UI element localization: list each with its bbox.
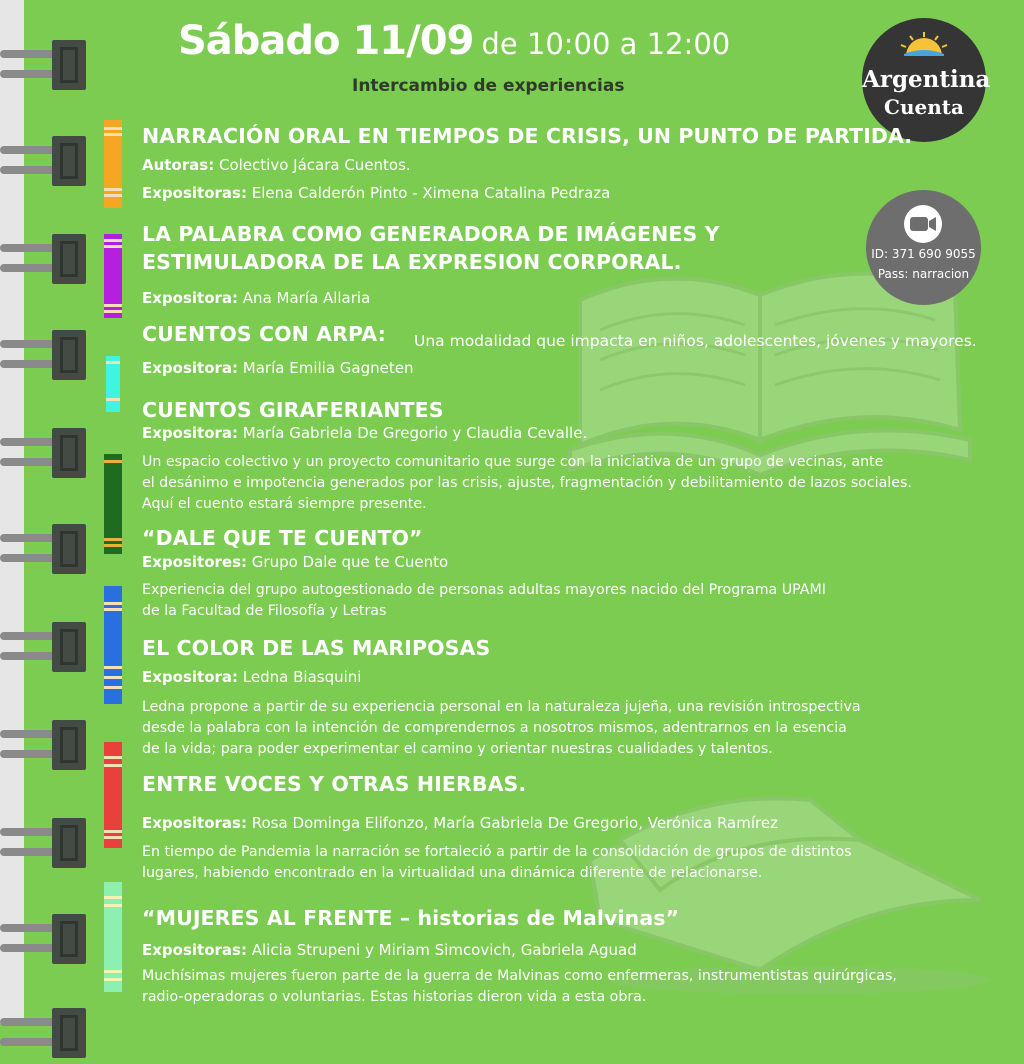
session-description-line: de la Facultad de Filosofía y Letras	[142, 603, 387, 619]
spiral-ring	[0, 234, 88, 290]
session-description-line: lugares, habiendo encontrado en la virtualidad una dinámica diferente de relacionarse.	[142, 865, 763, 881]
session-speakers: Expositoras: Elena Calderón Pinto - Ximena Catalina Pedraza	[142, 184, 611, 202]
session-description-line: el desánimo e impotencia generados por las crisis, ajuste, fragmentación y debilitamiento de lazos sociales.	[142, 475, 912, 491]
session-description-line: Muchísimas mujeres fueron parte de la guerra de Malvinas como enfermeras, instrumentistas quirúrgicas,	[142, 968, 897, 984]
spiral-ring	[0, 1008, 88, 1064]
logo-text-line2: Cuenta	[884, 95, 964, 119]
session-description-line: radio-operadoras o voluntarias. Estas historias dieron vida a esta obra.	[142, 989, 647, 1005]
session-speakers: Expositoras: Rosa Dominga Elifonzo, María Gabriela De Gregorio, Verónica Ramírez	[142, 814, 778, 832]
session-speakers: Expositora: María Gabriela De Gregorio y Claudia Cevalle.	[142, 424, 588, 442]
session-description: Una modalidad que impacta en niños, adolescentes, jóvenes y mayores.	[414, 332, 977, 350]
spiral-ring	[0, 428, 88, 484]
zoom-password: Pass: narracion	[877, 267, 970, 281]
session-title: CUENTOS GIRAFERIANTES	[142, 398, 444, 422]
session-title: EL COLOR DE LAS MARIPOSAS	[142, 636, 491, 660]
session-speakers: Expositora: Ana María Allaria	[142, 289, 371, 307]
bookmark-bar	[104, 234, 122, 318]
page-title	[178, 18, 730, 64]
spiral-ring	[0, 330, 88, 386]
session-description-line: Ledna propone a partir de su experiencia personal en la naturaleza jujeña, una revisión introspectiva	[142, 699, 861, 715]
zoom-meeting-id: ID: 371 690 9055	[871, 247, 976, 261]
zoom-info-badge	[866, 190, 981, 305]
session-speakers: Expositores: Grupo Dale que te Cuento	[142, 553, 449, 571]
bookmark-bar	[104, 586, 122, 704]
bookmark-bar	[104, 742, 122, 848]
bookmark-bar	[104, 454, 122, 554]
spiral-ring	[0, 40, 88, 96]
session-speakers: Expositoras: Alicia Strupeni y Miriam Simcovich, Gabriela Aguad	[142, 941, 637, 959]
session-description-line: Un espacio colectivo y un proyecto comunitario que surge con la iniciativa de un grupo de vecinas, ante	[142, 454, 884, 470]
session-title: “MUJERES AL FRENTE – historias de Malvinas”	[142, 906, 680, 930]
bookmark-bar	[106, 356, 120, 412]
session-title: LA PALABRA COMO GENERADORA DE IMÁGENES Y	[142, 222, 720, 246]
sun-icon	[900, 32, 948, 56]
spiral-ring	[0, 914, 88, 970]
logo-text-line1: Argentina	[862, 66, 991, 93]
bookmark-bar	[104, 120, 122, 208]
session-description-line: Aquí el cuento estará siempre presente.	[142, 496, 427, 512]
page-subtitle: Intercambio de experiencias	[352, 76, 625, 96]
title-date: Sábado 11/09	[178, 18, 474, 64]
spiral-ring	[0, 622, 88, 678]
session-speakers: Expositora: Ledna Biasquini	[142, 668, 362, 686]
spiral-ring	[0, 818, 88, 874]
session-title: ENTRE VOCES Y OTRAS HIERBAS.	[142, 772, 527, 796]
session-authors: Autoras: Colectivo Jácara Cuentos.	[142, 156, 411, 174]
spiral-ring	[0, 136, 88, 192]
session-speakers: Expositora: María Emilia Gagneten	[142, 359, 414, 377]
spiral-ring	[0, 524, 88, 580]
session-description-line: Experiencia del grupo autogestionado de personas adultas mayores nacido del Programa UPAMI	[142, 582, 826, 598]
bookmark-bar	[104, 882, 122, 992]
session-description-line: de la vida; para poder experimentar el camino y orientar nuestras cualidades y talentos.	[142, 741, 773, 757]
title-time: de 10:00 a 12:00	[481, 27, 731, 61]
session-title: NARRACIÓN ORAL EN TIEMPOS DE CRISIS, UN PUNTO DE PARTIDA.	[142, 124, 913, 148]
session-title: “DALE QUE TE CUENTO”	[142, 526, 423, 550]
session-title: CUENTOS CON ARPA:	[142, 322, 386, 346]
video-camera-icon	[900, 204, 946, 244]
session-description-line: desde la palabra con la intención de comprendernos a nosotros mismos, adentrarnos en la esencia	[142, 720, 847, 736]
spiral-ring	[0, 720, 88, 776]
session-description-line: En tiempo de Pandemia la narración se fortaleció a partir de la consolidación de grupos de distintos	[142, 844, 852, 860]
session-title: ESTIMULADORA DE LA EXPRESION CORPORAL.	[142, 250, 682, 274]
